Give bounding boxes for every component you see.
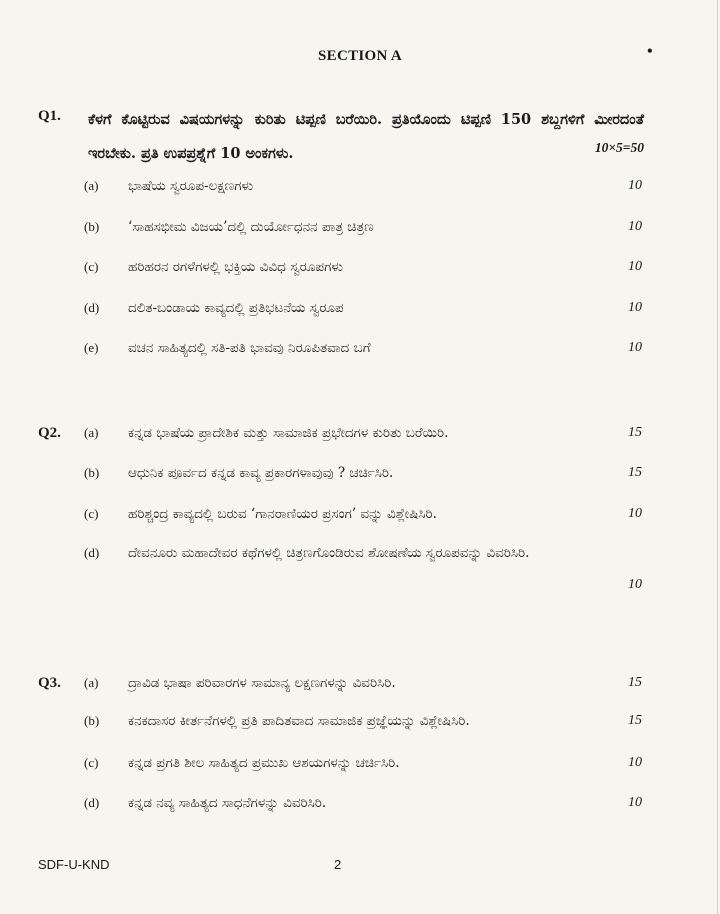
q2-part-d xyxy=(0,545,720,607)
page-number: 2 xyxy=(334,857,342,872)
q2-part-c xyxy=(0,506,720,536)
part-marks: 10 xyxy=(628,795,642,810)
section-title: SECTION A xyxy=(318,48,402,64)
part-marks: 15 xyxy=(628,425,642,440)
part-text: ವಚನ ಸಾಹಿತ್ಯದಲ್ಲಿ ಸತಿ-ಪತಿ ಭಾವವು ನಿರೂಪಿತವಾದ ಬಗೆ xyxy=(128,340,371,356)
part-label: (c) xyxy=(84,259,99,274)
part-label: (d) xyxy=(84,545,100,560)
q1-part-e xyxy=(0,340,720,370)
part-label: (e) xyxy=(84,340,99,355)
q3-part-a xyxy=(0,675,720,705)
part-label: (a) xyxy=(84,425,99,440)
part-marks: 10 xyxy=(628,755,642,770)
q3-part-b xyxy=(0,713,720,743)
paper-code: SDF-U-KND xyxy=(38,857,110,872)
scan-edge xyxy=(717,0,718,914)
q3-part-c xyxy=(0,755,720,785)
stray-mark: • xyxy=(646,44,654,58)
part-text: ಹರಿಹರನ ರಗಳೆಗಳಲ್ಲಿ ಭಕ್ತಿಯ ವಿವಿಧ ಸ್ವರೂಪಗಳು xyxy=(128,259,344,275)
part-marks: 15 xyxy=(628,675,642,690)
part-label: (d) xyxy=(84,795,100,810)
q1-instructions: ಕೆಳಗೆ ಕೊಟ್ಟಿರುವ ವಿಷಯಗಳನ್ನು ಕುರಿತು ಟಿಪ್ಪಣಿ ಬರೆಯಿರಿ. ಪ್ರತಿಯೊಂದು ಟಿಪ್ಪಣಿ 150 ಶಬ್ದಗಳಿಗೆ ಮೀರದಂತೆ ಇರಬೇಕು. ಪ್ರತಿ ಉಪಪ್ರಶ್ನೆಗೆ 10 ಅಂಕಗಳು. xyxy=(88,111,644,162)
part-text: ಕನ್ನಡ ಭಾಷೆಯ ಪ್ರಾದೇಶಿಕ ಮತ್ತು ಸಾಮಾಜಿಕ ಪ್ರಭೇದಗಳ ಕುರಿತು ಬರೆಯಿರಿ. xyxy=(128,425,449,441)
part-label: (b) xyxy=(84,713,100,728)
part-label: (a) xyxy=(84,178,99,193)
part-marks: 10 xyxy=(628,506,642,521)
q1-part-a xyxy=(0,178,720,208)
part-marks: 10 xyxy=(628,178,642,193)
part-text: ದೇವನೂರು ಮಹಾದೇವರ ಕಥೆಗಳಲ್ಲಿ ಚಿತ್ರಣಗೊಂಡಿರುವ ಶೋಷಣೆಯ ಸ್ವರೂಪವನ್ನು ವಿವರಿಸಿರಿ. xyxy=(128,545,530,561)
part-label: (b) xyxy=(84,465,100,480)
part-marks: 10 xyxy=(628,259,642,274)
part-marks: 10 xyxy=(628,219,642,234)
q1-number: Q1. xyxy=(38,108,61,124)
part-marks: 10 xyxy=(628,577,642,592)
part-label: (c) xyxy=(84,506,99,521)
q1-part-d xyxy=(0,300,720,330)
part-text: ‘ಸಾಹಸಭೀಮ ವಿಜಯ’ದಲ್ಲಿ ದುರ್ಯೋಧನನ ಪಾತ್ರ ಚಿತ್ರಣ xyxy=(128,219,374,235)
part-label: (d) xyxy=(84,300,100,315)
q1-total-marks: 10×5=50 xyxy=(594,140,644,155)
part-marks: 10 xyxy=(628,340,642,355)
q2-part-b xyxy=(0,465,720,495)
q3-number: Q3. xyxy=(38,675,61,691)
part-marks: 15 xyxy=(628,465,642,480)
part-text: ಕನ್ನಡ ಪ್ರಗತಿ ಶೀಲ ಸಾಹಿತ್ಯದ ಪ್ರಮುಖ ಆಶಯಗಳನ್ನು ಚರ್ಚಿಸಿರಿ. xyxy=(128,755,400,771)
part-label: (a) xyxy=(84,675,99,690)
part-marks: 10 xyxy=(628,300,642,315)
part-text: ಆಧುನಿಕ ಪೂರ್ವದ ಕನ್ನಡ ಕಾವ್ಯ ಪ್ರಕಾರಗಳಾವುವು ? ಚರ್ಚಿಸಿರಿ. xyxy=(128,465,394,481)
part-text: ಹರಿಶ್ಚಂದ್ರ ಕಾವ್ಯದಲ್ಲಿ ಬರುವ ‘ಗಾನರಾಣಿಯರ ಪ್ರಸಂಗ’ ವನ್ನು ವಿಶ್ಲೇಷಿಸಿರಿ. xyxy=(128,506,437,522)
part-text: ಭಾಷೆಯ ಸ್ವರೂಪ-ಲಕ್ಷಣಗಳು xyxy=(128,178,254,194)
q1-part-c xyxy=(0,259,720,289)
part-text: ದಲಿತ-ಬಂಡಾಯ ಕಾವ್ಯದಲ್ಲಿ ಪ್ರತಿಭಟನೆಯ ಸ್ವರೂಪ xyxy=(128,300,344,316)
q1-part-b xyxy=(0,219,720,249)
part-text: ದ್ರಾವಿಡ ಭಾಷಾ ಪರಿವಾರಗಳ ಸಾಮಾನ್ಯ ಲಕ್ಷಣಗಳನ್ನು ವಿವರಿಸಿರಿ. xyxy=(128,675,396,691)
q2-part-a xyxy=(0,425,720,455)
q2-number: Q2. xyxy=(38,425,61,441)
part-marks: 15 xyxy=(628,713,642,728)
q3-part-d xyxy=(0,795,720,825)
part-label: (c) xyxy=(84,755,99,770)
part-text: ಕನಕದಾಸರ ಕೀರ್ತನೆಗಳಲ್ಲಿ ಪ್ರತಿ ಪಾದಿತವಾದ ಸಾಮಾಜಿಕ ಪ್ರಜ್ಞೆಯನ್ನು ವಿಶ್ಲೇಷಿಸಿರಿ. xyxy=(128,713,470,729)
part-text: ಕನ್ನಡ ನವ್ಯ ಸಾಹಿತ್ಯದ ಸಾಧನೆಗಳನ್ನು ವಿವರಿಸಿರಿ. xyxy=(128,795,327,811)
part-label: (b) xyxy=(84,219,100,234)
